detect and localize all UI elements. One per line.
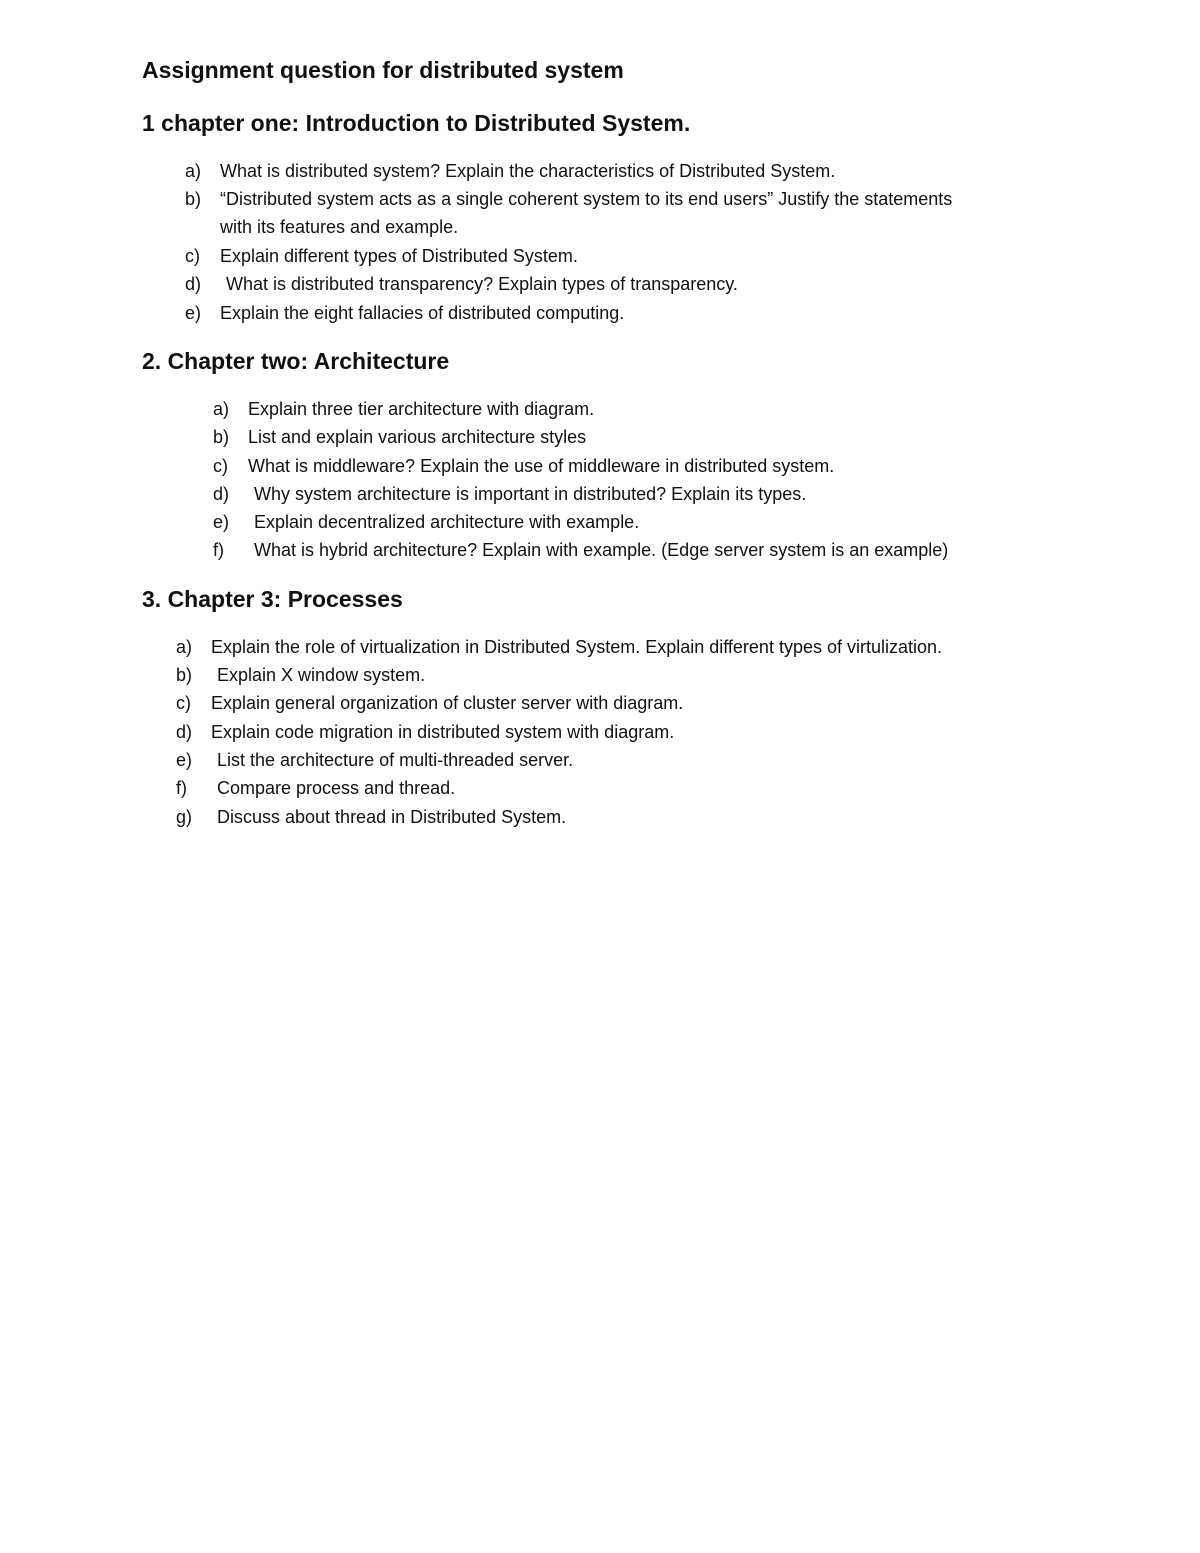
section-heading-chapter-two: 2. Chapter two: Architecture xyxy=(142,348,450,374)
item-text: Explain code migration in distributed system with diagram. xyxy=(211,722,675,742)
item-marker: a) xyxy=(185,161,202,181)
item-marker: d) xyxy=(176,722,193,742)
item-text: What is distributed system? Explain the characteristics of Distributed System. xyxy=(220,161,836,181)
item-text: Explain different types of Distributed System. xyxy=(220,246,578,266)
item-text: Explain three tier architecture with diagram. xyxy=(248,399,595,419)
item-marker: a) xyxy=(213,399,230,419)
item-text-continuation: with its features and example. xyxy=(220,217,459,237)
item-marker: b) xyxy=(185,189,202,209)
item-text: Explain general organization of cluster server with diagram. xyxy=(211,693,684,713)
item-text: List and explain various architecture styles xyxy=(248,427,587,447)
item-text: List the architecture of multi-threaded server. xyxy=(217,750,574,770)
item-marker: e) xyxy=(185,303,202,323)
item-marker: c) xyxy=(213,456,228,476)
item-marker: c) xyxy=(176,693,191,713)
item-marker: f) xyxy=(213,540,224,560)
item-marker: g) xyxy=(176,807,193,827)
item-marker: e) xyxy=(213,512,230,532)
item-text: Discuss about thread in Distributed System. xyxy=(217,807,567,827)
item-marker: b) xyxy=(176,665,193,685)
item-marker: d) xyxy=(213,484,230,504)
item-marker: b) xyxy=(213,427,230,447)
item-marker: a) xyxy=(176,637,193,657)
item-marker: d) xyxy=(185,274,202,294)
item-text: Explain X window system. xyxy=(217,665,426,685)
item-text: What is hybrid architecture? Explain with example. (Edge server system is an example) xyxy=(254,540,949,560)
item-text: “Distributed system acts as a single coherent system to its end users” Justify the statements xyxy=(220,189,953,209)
item-text: What is distributed transparency? Explain types of transparency. xyxy=(226,274,738,294)
item-text: Compare process and thread. xyxy=(217,778,456,798)
item-marker: e) xyxy=(176,750,193,770)
item-text: Why system architecture is important in distributed? Explain its types. xyxy=(254,484,807,504)
item-text: Explain decentralized architecture with example. xyxy=(254,512,640,532)
document-title: Assignment question for distributed system xyxy=(142,57,624,83)
item-text: What is middleware? Explain the use of middleware in distributed system. xyxy=(248,456,835,476)
item-marker: f) xyxy=(176,778,187,798)
item-text: Explain the eight fallacies of distributed computing. xyxy=(220,303,625,323)
section-heading-chapter-one: 1 chapter one: Introduction to Distributed System. xyxy=(142,110,691,136)
section-heading-chapter-three: 3. Chapter 3: Processes xyxy=(142,586,403,612)
item-text: Explain the role of virtualization in Distributed System. Explain different types of virtulization. xyxy=(211,637,943,657)
item-marker: c) xyxy=(185,246,200,266)
